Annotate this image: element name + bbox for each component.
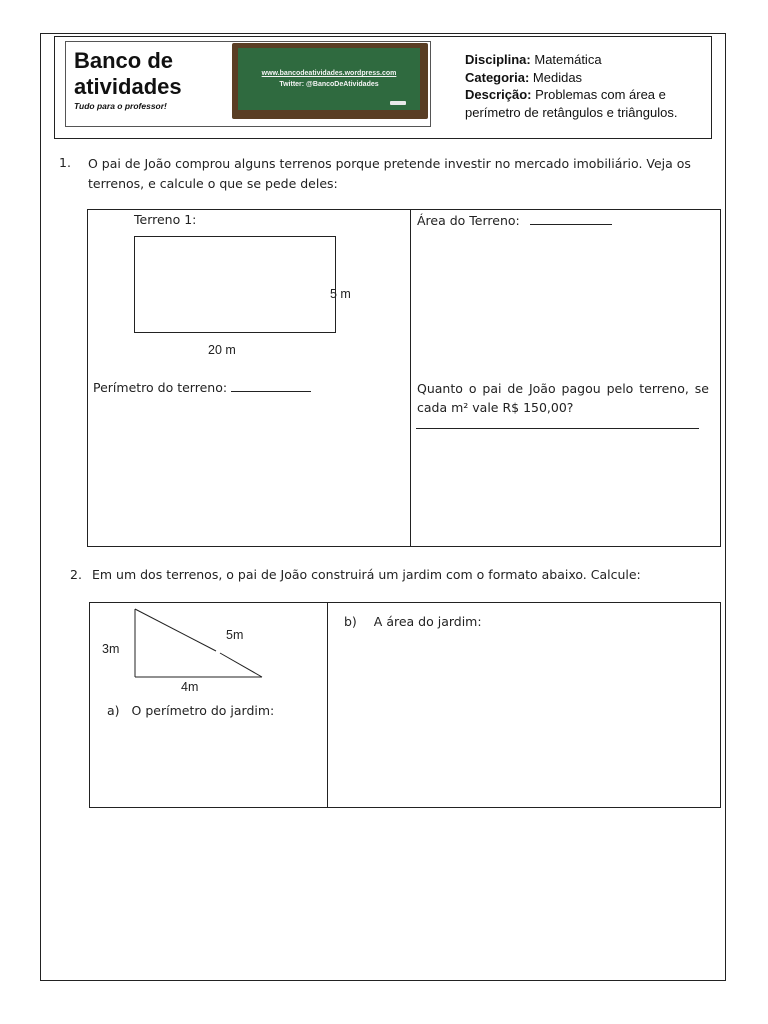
price-question: Quanto o pai de João pagou pelo terreno, se cada m² vale R$ 150,00? (417, 381, 709, 415)
item-b (344, 614, 482, 629)
item-b-text: A área do jardim: (373, 614, 482, 629)
header-meta (465, 51, 705, 121)
terreno-rectangle (134, 236, 336, 333)
terreno-label: Terreno 1: (134, 212, 197, 227)
price-answer-line[interactable] (416, 428, 699, 429)
q2-text: Em um dos terrenos, o pai de João construirá um jardim com o formato abaixo. Calcule: (92, 567, 641, 582)
logo-subtitle: Tudo para o professor! (74, 101, 167, 111)
triangle-hypotenuse-upper (135, 609, 216, 651)
side-3-label: 3m (102, 642, 120, 656)
side-4-label: 4m (181, 680, 199, 694)
item-a (107, 703, 274, 718)
descricao-value: Problemas com área e perímetro de retângulos e triângulos. (465, 87, 678, 120)
perimetro-label: Perímetro do terreno: (93, 380, 228, 395)
item-a-letter: a) (107, 703, 120, 718)
chalkboard-website: www.bancodeatividades.wordpress.com (261, 70, 397, 77)
item-b-letter: b) (344, 614, 357, 629)
categoria-label: Categoria: (465, 69, 530, 85)
q1-text: O pai de João comprou alguns terrenos porque pretende investir no mercado imobiliário. Veja os terrenos, e calcule o que se pede deles: (88, 156, 691, 191)
area-answer-line[interactable] (530, 224, 612, 225)
q1-table-divider (410, 209, 411, 547)
categoria-value: Medidas (529, 69, 583, 85)
logo-title: Banco de atividades (74, 48, 182, 99)
perimetro-row (93, 380, 311, 395)
garden-triangle (130, 604, 270, 684)
disciplina-value: Matemática (530, 52, 602, 67)
item-a-text: O perímetro do jardim: (131, 703, 275, 718)
side-label: 5 m (330, 287, 351, 301)
perimetro-answer-line[interactable] (231, 391, 311, 392)
side-5-label: 5m (226, 628, 244, 642)
side-label-wrap (328, 287, 368, 301)
area-label: Área do Terreno: (417, 213, 520, 228)
chalk-icon (390, 101, 406, 105)
triangle-hypotenuse-lower (220, 653, 262, 677)
disciplina-label: Disciplina: (465, 52, 531, 67)
descricao-label: Descrição: (465, 87, 532, 102)
chalkboard-twitter: Twitter: @BancoDeAtividades (279, 81, 379, 88)
q2-table-divider (327, 602, 328, 808)
q2-number: 2. (70, 567, 82, 582)
q1-number: 1. (59, 155, 71, 170)
bottom-label: 20 m (208, 343, 236, 357)
area-row (417, 213, 612, 228)
